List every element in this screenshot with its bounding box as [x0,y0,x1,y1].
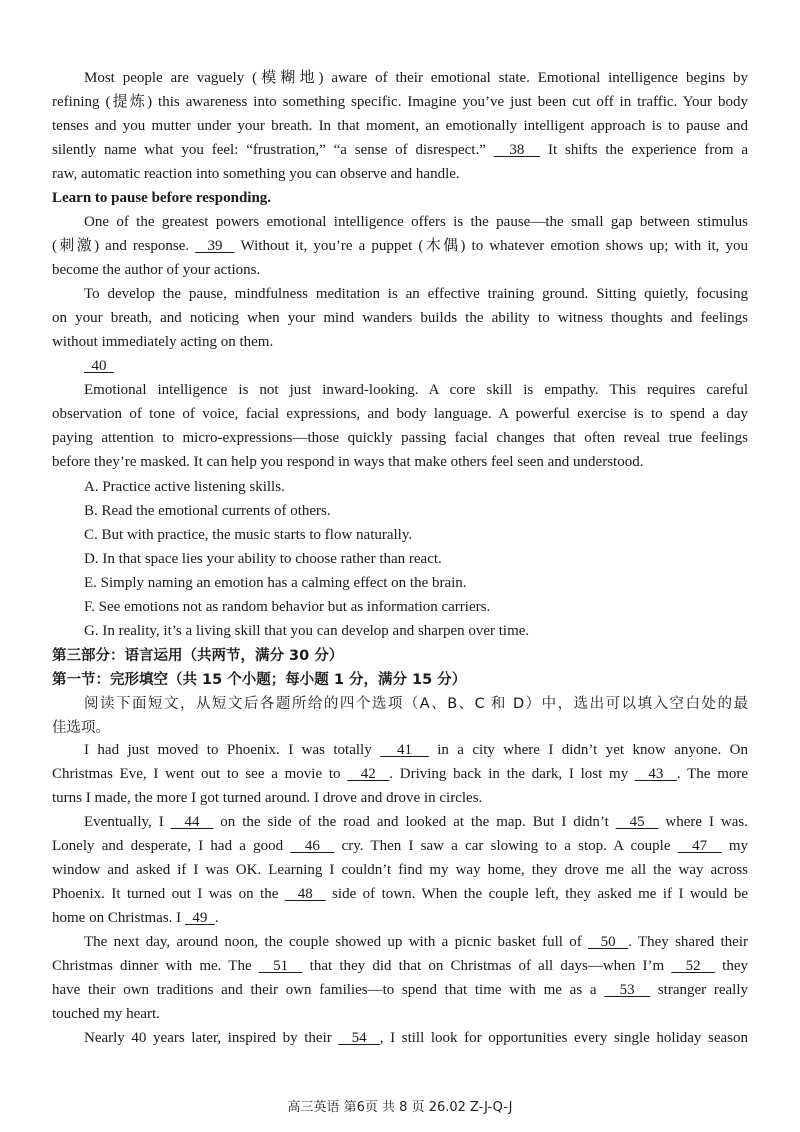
blank-number: 40 [84,358,114,374]
text-line: Christmas Eve, I went out to see a movie to 42 . Driving back in the dark, I lost my 43 . The more [52,766,749,782]
blank-number: 44 [170,814,214,830]
text-line: F. See emotions not as random behavior but as information carriers. [84,599,491,615]
text-line: Eventually, I 44 on the side of the road and looked at the map. But I didn’t 45 where I was. [84,814,748,830]
text-line: raw, automatic reaction into something you can observe and handle. [52,166,460,182]
text-line: One of the greatest powers emotional intelligence offers is the pause—the small gap between stimulus [84,214,748,230]
blank-number: 43 [634,766,677,782]
text-line: B. Read the emotional currents of others. [84,503,331,519]
blank-number: 47 [677,838,722,854]
text-line: The next day, around noon, the couple showed up with a picnic basket full of 50 . They shared their [84,934,748,950]
text-line: 佳选项。 [52,720,110,736]
blank-number: 41 [380,742,429,758]
text-line: Learn to pause before responding. [52,190,272,206]
blank-number: 52 [671,958,716,974]
text-line: D. In that space lies your ability to choose rather than react. [84,551,442,567]
text-line: before they’re masked. It can help you respond in ways that make others feel seen and understood. [52,454,644,470]
blank-number: 48 [284,886,326,902]
text-line: Phoenix. It turned out I was on the 48 side of town. When the couple left, they asked me if I would be [52,886,749,902]
text-line: G. In reality, it’s a living skill that you can develop and sharpen over time. [84,623,530,639]
blank-number: 54 [338,1030,380,1046]
text-line: Lonely and desperate, I had a good 46 cry. Then I saw a car slowing to a stop. A couple 47 my [52,838,749,854]
text-line: touched my heart. [52,1006,160,1022]
text-line: A. Practice active listening skills. [84,479,285,495]
text-line: home on Christmas. I 49 . [52,910,219,926]
text-line: 阅读下面短文，从短文后各题所给的四个选项（A、B、C 和 D）中，选出可以填入空白处的最 [84,696,748,712]
text-line: Nearly 40 years later, inspired by their 54 , I still look for opportunities every single holiday season [84,1030,748,1046]
text-line: become the author of your actions. [52,262,261,278]
text-line: tenses and you mutter under your breath. In that moment, an emotionally intelligent approach is to pause and [52,118,748,134]
blank-number: 39 [195,238,235,254]
page-footer: 高三英语 第6页 共 8 页 26.02 Z-J-Q-J [287,1100,513,1115]
text-line: Emotional intelligence is not just inward-looking. A core skill is empathy. This requires careful [84,382,748,398]
text-line: Most people are vaguely (模糊地) aware of their emotional state. Emotional intelligence begins by [84,70,748,86]
text-line: 第一节：完形填空（共 15 个小题；每小题 1 分，满分 15 分） [52,672,467,688]
text-line: 第三部分：语言运用（共两节，满分 30 分） [52,648,344,664]
blank-number: 50 [588,934,629,950]
text-line: silently name what you feel: “frustration,” “a sense of disrespect.” 38 It shifts the experience from a [52,142,749,158]
text-line: turns I made, the more I got turned around. I drove and drove in circles. [52,790,483,806]
text-line: refining (提炼) this awareness into something specific. Imagine you’ve just been cut off in traffic. Your body [52,94,748,110]
text-line [84,356,748,376]
text-line: without immediately acting on them. [52,334,274,350]
text-line: I had just moved to Phoenix. I was totally 41 in a city where I didn’t yet know anyone. On [84,742,749,758]
text-line: observation of tone of voice, facial expressions, and body language. A powerful exercise is to spend a day [52,406,748,422]
text-line: (刺激) and response. 39 Without it, you’re a puppet (木偶) to whatever emotion shows up; with it, you [52,238,749,254]
blank-number: 49 [184,910,215,926]
blank-number: 45 [615,814,659,830]
blank-number: 46 [290,838,335,854]
text-line: Christmas dinner with me. The 51 that they did that on Christmas of all days—when I’m 52 they [52,958,749,974]
blank-number: 42 [347,766,390,782]
blank-number: 38 [493,142,541,158]
blank-number: 51 [258,958,303,974]
text-line: window and asked if I was OK. Learning I couldn’t find my way home, they drove me all the way across [52,862,748,878]
text-line: have their own traditions and their own families—to spend that time with me as a 53 stranger really [52,982,748,998]
text-line: paying attention to micro-expressions—those quickly passing facial changes that often reveal true feelings [52,430,748,446]
text-line: C. But with practice, the music starts to flow naturally. [84,527,413,543]
blank-number: 53 [604,982,651,998]
text-line: on your breath, and noticing when your mind wanders builds the ability to witness thoughts and feelings [52,310,748,326]
text-line: E. Simply naming an emotion has a calming effect on the brain. [84,575,467,591]
text-line: To develop the pause, mindfulness meditation is an effective training ground. Sitting quietly, focusing [84,286,748,302]
